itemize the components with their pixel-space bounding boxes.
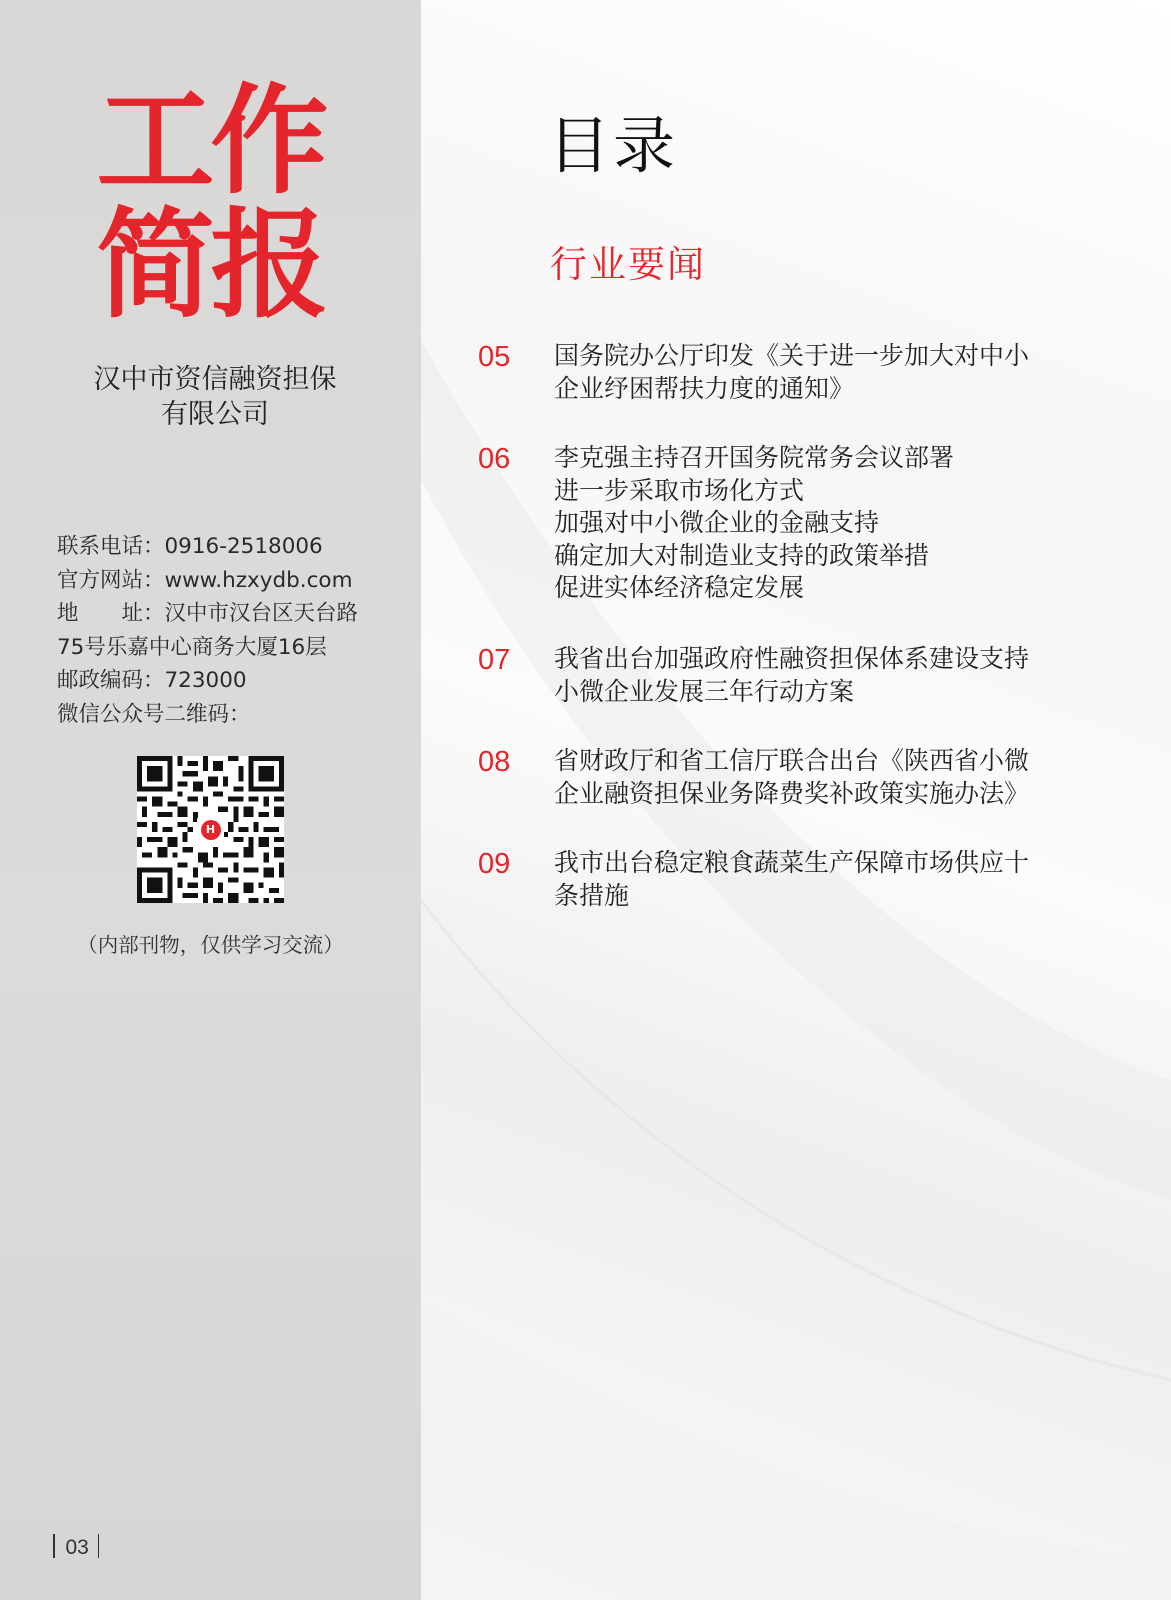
toc-item-title xyxy=(554,847,1114,912)
toc-item-line: 小微企业发展三年行动方案 xyxy=(554,676,855,706)
toc-item-line: 进一步采取市场化方式 xyxy=(554,475,805,505)
page-number-divider xyxy=(53,1534,55,1558)
toc-item-line: 加强对中小微企业的金融支持 xyxy=(554,508,880,537)
contact-phone: 联系电话：0916-2518006 xyxy=(57,534,323,559)
contact-website: 官方网站：www.hzxydb.com xyxy=(57,567,353,593)
sidebar-panel xyxy=(0,0,421,1600)
company-name-line2: 有限公司 xyxy=(161,399,269,430)
brand-title-line2: 简报 xyxy=(96,195,325,334)
toc-item-page: 07 xyxy=(478,644,511,676)
toc-item-page: 06 xyxy=(478,443,511,475)
toc-item-title xyxy=(554,442,1114,605)
toc-item-line: 李克强主持召开国务院常务会议部署 xyxy=(554,443,955,472)
toc-item-title xyxy=(554,340,1114,405)
brand-title-line1: 工作 xyxy=(96,71,325,210)
toc-item-page: 09 xyxy=(478,848,511,880)
contact-info xyxy=(57,530,358,731)
internal-use-note: （内部刊物，仅供学习交流） xyxy=(77,933,344,957)
qr-logo-icon: H xyxy=(197,816,224,843)
contact-wechat-label: 微信公众号二维码： xyxy=(57,701,251,727)
page-number xyxy=(53,1534,99,1560)
contact-address-line1: 地 址：汉中市汉台区天台路 xyxy=(57,601,359,626)
toc-item-line: 国务院办公厅印发《关于进一步加大对中小 xyxy=(554,341,1030,370)
toc-item-title xyxy=(554,643,1114,708)
toc-item-line: 企业融资担保业务降费奖补政策实施办法》 xyxy=(554,778,1030,808)
wechat-qr-code xyxy=(137,756,284,903)
contact-address-line2: 75号乐嘉中心商务大厦16层 xyxy=(57,634,327,660)
toc-item-line: 我市出台稳定粮食蔬菜生产保障市场供应十 xyxy=(554,848,1030,877)
contact-postcode: 邮政编码：723000 xyxy=(57,668,247,693)
toc-section-heading: 行业要闻 xyxy=(550,243,706,286)
toc-title: 目录 xyxy=(548,109,679,182)
toc-item-line: 省财政厅和省工信厅联合出台《陕西省小微 xyxy=(554,746,1030,775)
toc-item-line: 促进实体经济稳定发展 xyxy=(554,573,805,602)
toc-item-page: 05 xyxy=(478,341,511,373)
toc-item-title xyxy=(554,745,1114,810)
toc-item-line: 企业纾困帮扶力度的通知》 xyxy=(554,373,855,403)
toc-item-page: 08 xyxy=(478,746,511,778)
company-name xyxy=(0,362,430,432)
page-number-divider xyxy=(98,1534,100,1558)
toc-item-line: 我省出台加强政府性融资担保体系建设支持 xyxy=(554,644,1030,673)
company-name-line1: 汉中市资信融资担保 xyxy=(93,364,337,395)
page-number-value: 03 xyxy=(65,1536,89,1559)
toc-item-line: 确定加大对制造业支持的政策举措 xyxy=(554,540,930,570)
toc-item-line: 条措施 xyxy=(554,880,630,910)
